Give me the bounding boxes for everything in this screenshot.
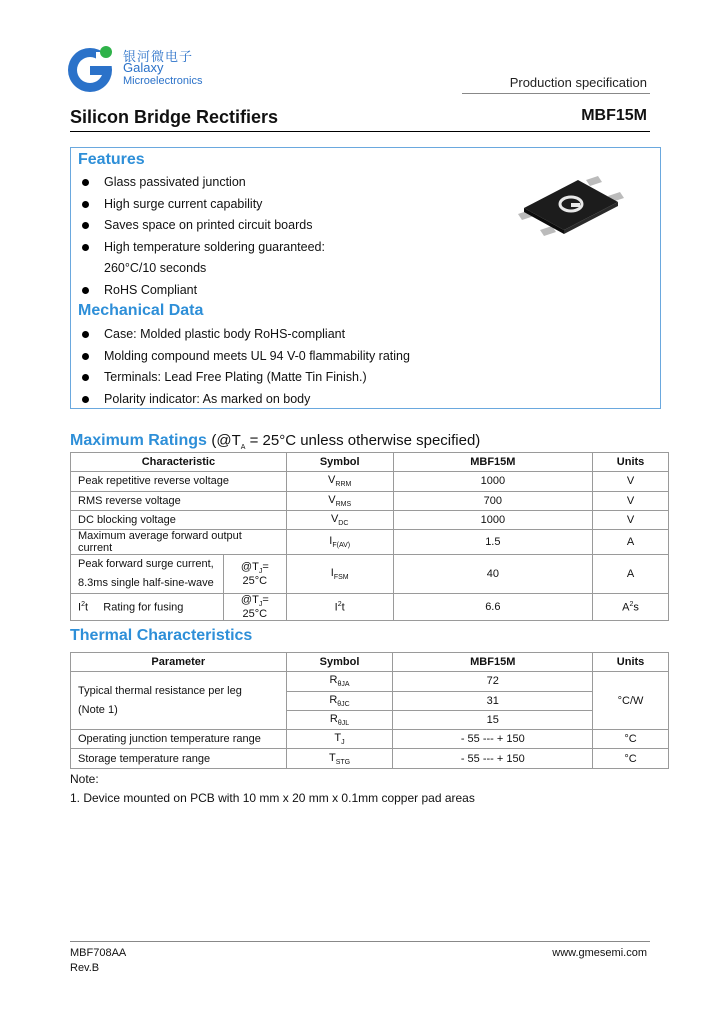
document-title: Silicon Bridge Rectifiers — [70, 107, 279, 127]
mechanical-title: Mechanical Data — [78, 302, 204, 319]
note-title: Note: — [70, 772, 99, 786]
list-item: Terminals: Lead Free Plating (Matte Tin Finish.) — [79, 367, 410, 389]
table-row: RMS reverse voltage $V_{RMS}$ 700 V — [71, 491, 669, 510]
website-link[interactable]: www.gmesemi.com — [552, 947, 647, 959]
list-item: High surge current capability — [79, 194, 325, 216]
table-header-row: Characteristic Symbol MBF15M Units — [71, 453, 669, 472]
table-row: Storage temperature range $T_{STG}$ - 55 --- + 150 °C — [71, 749, 669, 768]
logo-name: Galaxy — [123, 60, 164, 75]
features-title: Features — [78, 151, 145, 168]
revision: Rev.B — [70, 962, 100, 974]
logo-chinese-name: 银河微电子 — [123, 49, 194, 64]
table-row: $R_{\theta JL}$ 15 — [71, 710, 669, 729]
mbf-package-image — [516, 172, 626, 242]
table-row: DC blocking voltage $V_{DC}$ 1000 V — [71, 510, 669, 529]
footer-divider — [70, 941, 650, 942]
table-row: Peak forward surge current, 8.3ms single half-sine-wave $@T_J= 25^\circ C$ $I_{FSM}$ 40 A — [71, 555, 669, 594]
thermal-heading: Thermal Characteristics — [70, 627, 253, 644]
production-spec-label: Production specification — [509, 75, 647, 90]
list-item: Molding compound meets UL 94 V-0 flammability rating — [79, 346, 410, 368]
list-item: Polarity indicator: As marked on body — [79, 389, 410, 411]
header-divider — [462, 93, 650, 94]
list-item: Glass passivated junction — [79, 172, 325, 194]
list-item: RoHS Compliant — [79, 280, 325, 302]
note-1: 1. Device mounted on PCB with 10 mm x 20 mm x 0.1mm copper pad areas — [70, 791, 475, 805]
table-row: Operating junction temperature range $T_J$ - 55 --- + 150 °C — [71, 730, 669, 749]
mechanical-list — [79, 324, 410, 410]
list-item: 260°C/10 seconds — [104, 261, 207, 276]
max-ratings-heading: Maximum Ratings ($@T_A = 25^\circ C$ unless otherwise specified) — [70, 432, 481, 451]
table-row: $R_{\theta JC}$ 31 — [71, 691, 669, 710]
logo-subtitle: Microelectronics — [123, 75, 203, 87]
list-item: High temperature soldering guaranteed: — [79, 237, 325, 259]
table-header-row: Parameter Symbol MBF15M Units — [71, 653, 669, 672]
max-ratings-condition: ($@T_A = 25^\circ C$ unless otherwise specified) — [211, 432, 481, 451]
features-box — [70, 147, 661, 409]
part-number: MBF15M — [581, 107, 647, 124]
list-item: Case: Molded plastic body RoHS-compliant — [79, 324, 410, 346]
doc-code: MBF708AA — [70, 947, 127, 959]
company-logo — [66, 42, 216, 94]
galaxy-logo-icon — [66, 42, 122, 94]
max-ratings-table — [70, 452, 669, 621]
list-item: Saves space on printed circuit boards — [79, 215, 325, 237]
table-row: Typical thermal resistance per leg (Note 1) $R_{\theta JA}$ 72 °C/W — [71, 672, 669, 691]
features-list — [79, 172, 325, 302]
thermal-table — [70, 652, 669, 769]
table-row: $I^2t$ Rating for fusing $@T_J= 25^\circ C$ $I^2t$ 6.6 $A^2s$ — [71, 594, 669, 621]
table-row: Peak repetitive reverse voltage $V_{RRM}$ 1000 V — [71, 472, 669, 491]
title-divider — [70, 131, 650, 132]
table-row: Maximum average forward output current $I_{F(AV)}$ 1.5 A — [71, 530, 669, 555]
